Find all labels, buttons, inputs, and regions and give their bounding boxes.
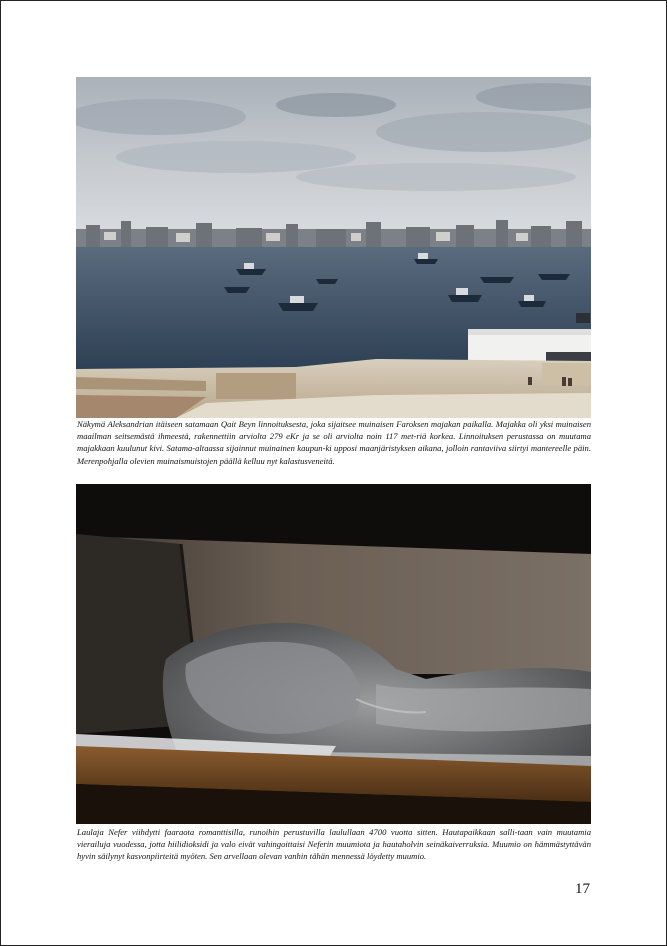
harbor-image	[76, 77, 591, 418]
mummy-image	[76, 484, 591, 824]
harbor-photo	[76, 77, 591, 418]
harbor-caption: Näkymä Aleksandrian itäiseen satamaan Qait Beyn linnoituksesta, joka sijaitsee muinaisen Faroksen majakan paikalla. Majakka oli yksi muinaisen maailman seitsemästä ihmeestä, rakennettiin arviolta 279 eKr ja se oli arviolta noin 117 met-riä korkea. Linnoituksen perustassa on muutama majakkaan kuulunut kivi. Satama-altaassa sijainnut muinainen kaupun-ki upposi maanjäristyksen aikana, jolloin rantaviiva siirtyi mantereelle päin. Merenpohjalla olevien muinaismuistojen päällä kelluu nyt kalastusveneitä.	[77, 419, 591, 466]
page-number: 17	[575, 881, 590, 897]
mummy-photo	[76, 484, 591, 824]
mummy-caption: Laulaja Nefer viihdytti faaraota romanttisilla, runoihin perustuvilla laulullaan 4700 vuotta sitten. Hautapaikkaan salli-taan vain muutamia vierailuja vuodessa, jotta hiilidioksidi ja valo eivät vahingoittaisi Neferin muumiota ja hautaholvin seinäkaiverruksia. Muumio on hämmästyttävän hyvin säilynyt kasvonpiirteitä myöten. Sen arvellaan olevan vanhin tähän mennessä löydetty muumio.	[77, 827, 591, 862]
